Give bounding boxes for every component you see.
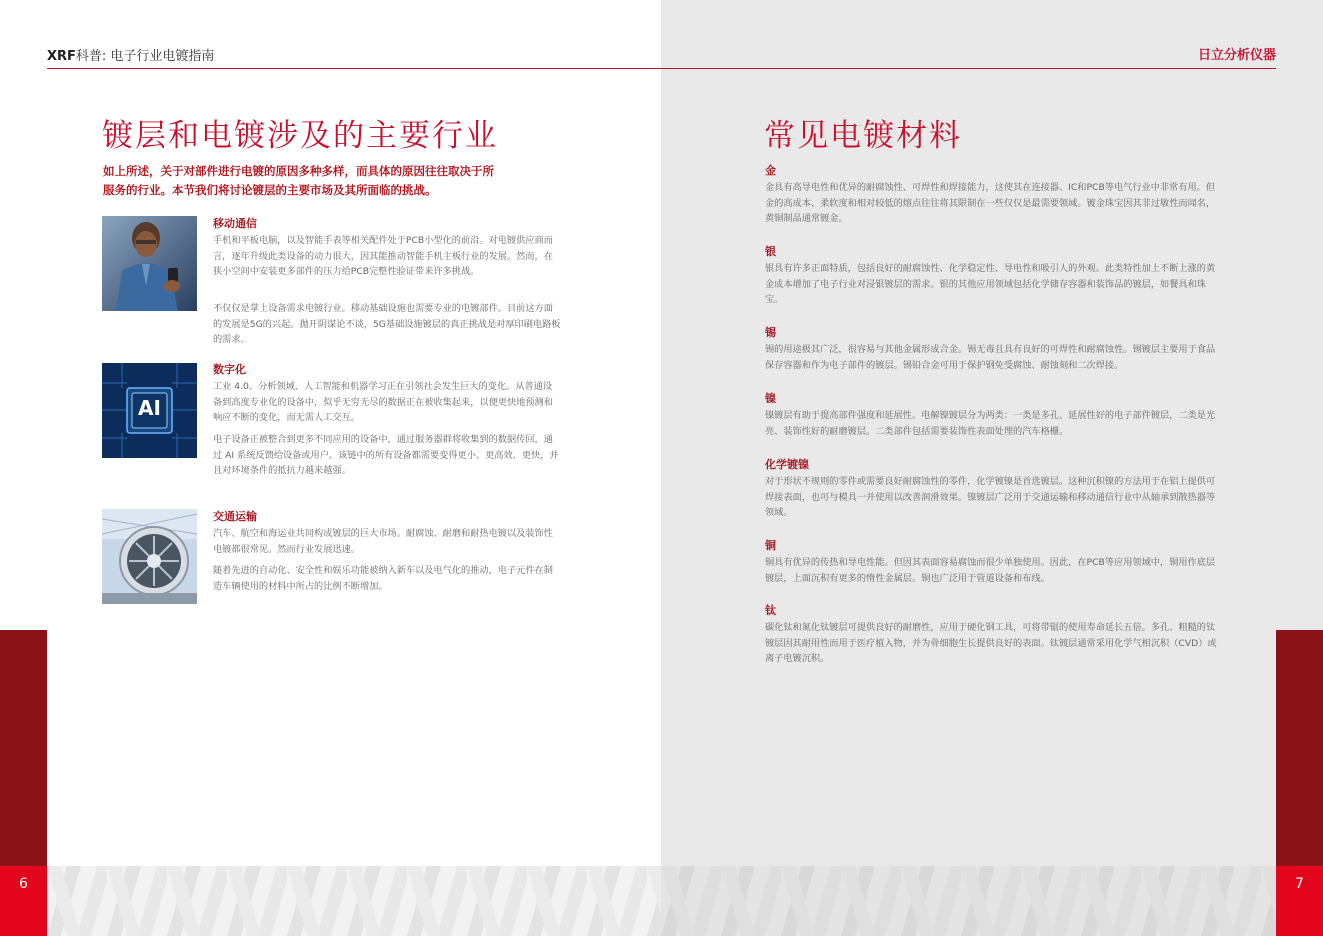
brand-name: 日立分析仪器	[1197, 48, 1276, 63]
intro-paragraph: 如上所述，关于对部件进行电镀的原因多种多样，而具体的原因往往取决于所服务的行业。本节我们将讨论镀层的主要市场及其所面临的挑战。	[103, 164, 494, 197]
material-title-tin: 锡	[765, 326, 776, 339]
material-text-copper: 铜具有优异的传热和导电性能。但因其表面容易腐蚀而很少单独使用。因此，在PCB等应用领域中，铜用作底层镀层，上面沉积有更多的惰性金属层。铜也广泛用于管道设备和布线。	[765, 557, 1216, 584]
material-title-nickel: 镍	[765, 392, 776, 405]
header-divider	[47, 68, 1276, 69]
left-footer-pattern	[47, 866, 661, 936]
section-title-transport: 交通运输	[213, 510, 257, 523]
material-title-silver: 银	[765, 245, 776, 258]
material-text-nickel: 镍镀层有助于提高部件强度和延展性。电解镍镀层分为两类：一类是多孔、延展性好的电子部件镀层，二类是光亮、装饰性好的耐磨镀层。二类部件包括需要装饰性表面处理的汽车格栅。	[765, 410, 1216, 437]
header-xrf-label: XRF	[47, 49, 76, 64]
material-title-copper: 铜	[765, 539, 776, 552]
header-subtitle: 科普: 电子行业电镀指南	[75, 49, 215, 64]
material-text-electroless-nickel: 对于形状不规则的零件或需要良好耐腐蚀性的零件，化学镀镍是首选镀层。这种沉积镍的方法用于在铝上提供可焊接表面，也可与模具一并使用以改善润滑效果。镍镀层广泛用于交通运输和移动通信行业中从轴承到散热器等领域。	[765, 476, 1216, 518]
material-text-gold: 金具有高导电性和优异的耐腐蚀性、可焊性和焊接能力，这使其在连接器、IC和PCB等电气行业中非常有用。但金的高成本、柔软度和相对较低的熔点往往将其限制在一些仅仅是最需要领域。镀金珠宝因其非过敏性而闻名，黄铜制品通常镀金。	[765, 182, 1216, 224]
page-number-right: 7	[1276, 866, 1323, 936]
section-title-mobile: 移动通信	[213, 217, 257, 230]
material-title-gold: 金	[765, 164, 776, 177]
section-digital-paragraph-1: 工业 4.0、分析领域、人工智能和机器学习正在引领社会发生巨大的变化。从普通设备到高度专业化的设备中，似乎无穷无尽的数据正在被收集起来，以便更快地预测和响应不断的变化，而无需人工交互。	[213, 381, 553, 423]
material-title-titanium: 钛	[765, 604, 776, 617]
right-footer-pattern	[661, 866, 1276, 936]
section-mobile-paragraph-1: 手机和平板电脑，以及智能手表等相关配件处于PCB小型化的前沿。对电镀供应商而言，逐年升级此类设备的动力很大，因其能推动智能手机主板行业的发展。然而，在狭小空间中安装更多部件的压力给PCB完整性验证带来许多挑战。	[213, 235, 553, 277]
material-title-electroless-nickel: 化学镀镍	[765, 458, 809, 471]
left-page-title: 镀层和电镀涉及的主要行业	[102, 118, 498, 154]
material-text-titanium: 碳化钛和氮化钛镀层可提供良好的耐磨性，应用于硬化钢工具，可将带锯的使用寿命延长五倍。多孔、粗糙的钛镀层因其耐用性而用于医疗植入物，并为骨细胞生长提供良好的表面。钛镀层通常采用化学气相沉积（CVD）或离子电镀沉积。	[765, 622, 1217, 664]
person-using-smartphone-photo	[102, 216, 197, 311]
section-digital-paragraph-2: 电子设备正被整合到更多不同应用的设备中，通过服务器群将收集到的数据传回，通过 AI 系统反馈给设备或用户。该链中的所有设备都需要变得更小、更高效、更快，并且对环境条件的抵抗力越来越强。	[213, 434, 559, 476]
section-mobile-paragraph-2: 不仅仅是掌上设备需求电镀行业。移动基础设施也需要专业的电镀部件。目前这方面的发展是5G的兴起。抛开阴谋论不谈，5G基础设施镀层的真正挑战是对厚印刷电路板的需求。	[213, 303, 561, 345]
ai-chip-photo	[102, 363, 197, 458]
document-header-title	[47, 45, 214, 64]
section-title-digital: 数字化	[213, 363, 246, 376]
jet-engine-photo	[102, 509, 197, 604]
material-text-silver: 银具有许多正面特质，包括良好的耐腐蚀性、化学稳定性、导电性和吸引人的外观。此类特性加上不断上涨的黄金成本增加了电子行业对浸银镀层的需求。银的其他应用领域包括化学储存容器和装饰品的镀层，如餐具和珠宝。	[765, 263, 1216, 305]
right-page-title: 常见电镀材料	[764, 118, 962, 154]
section-transport-paragraph-1: 汽车、航空和海运业共同构成镀层的巨大市场。耐腐蚀、耐磨和耐热电镀以及装饰性电镀都很常见。然而行业发展迅速。	[213, 528, 553, 555]
ai-chip-label: AI	[138, 396, 161, 420]
section-transport-paragraph-2: 随着先进的自动化、安全性和娱乐功能被纳入新车以及电气化的推动，电子元件在制造车辆使用的材料中所占的比例不断增加。	[213, 565, 553, 592]
page-number-left: 6	[0, 866, 47, 936]
material-text-tin: 锡的用途极其广泛，很容易与其他金属形成合金。锡无毒且具有良好的可焊性和耐腐蚀性。锡镀层主要用于食品保存容器和作为电子部件的镀层。锡铅合金可用于保护钢免受腐蚀、耐蚀刻和二次焊接。	[765, 344, 1216, 371]
right-page-background	[661, 0, 1323, 936]
